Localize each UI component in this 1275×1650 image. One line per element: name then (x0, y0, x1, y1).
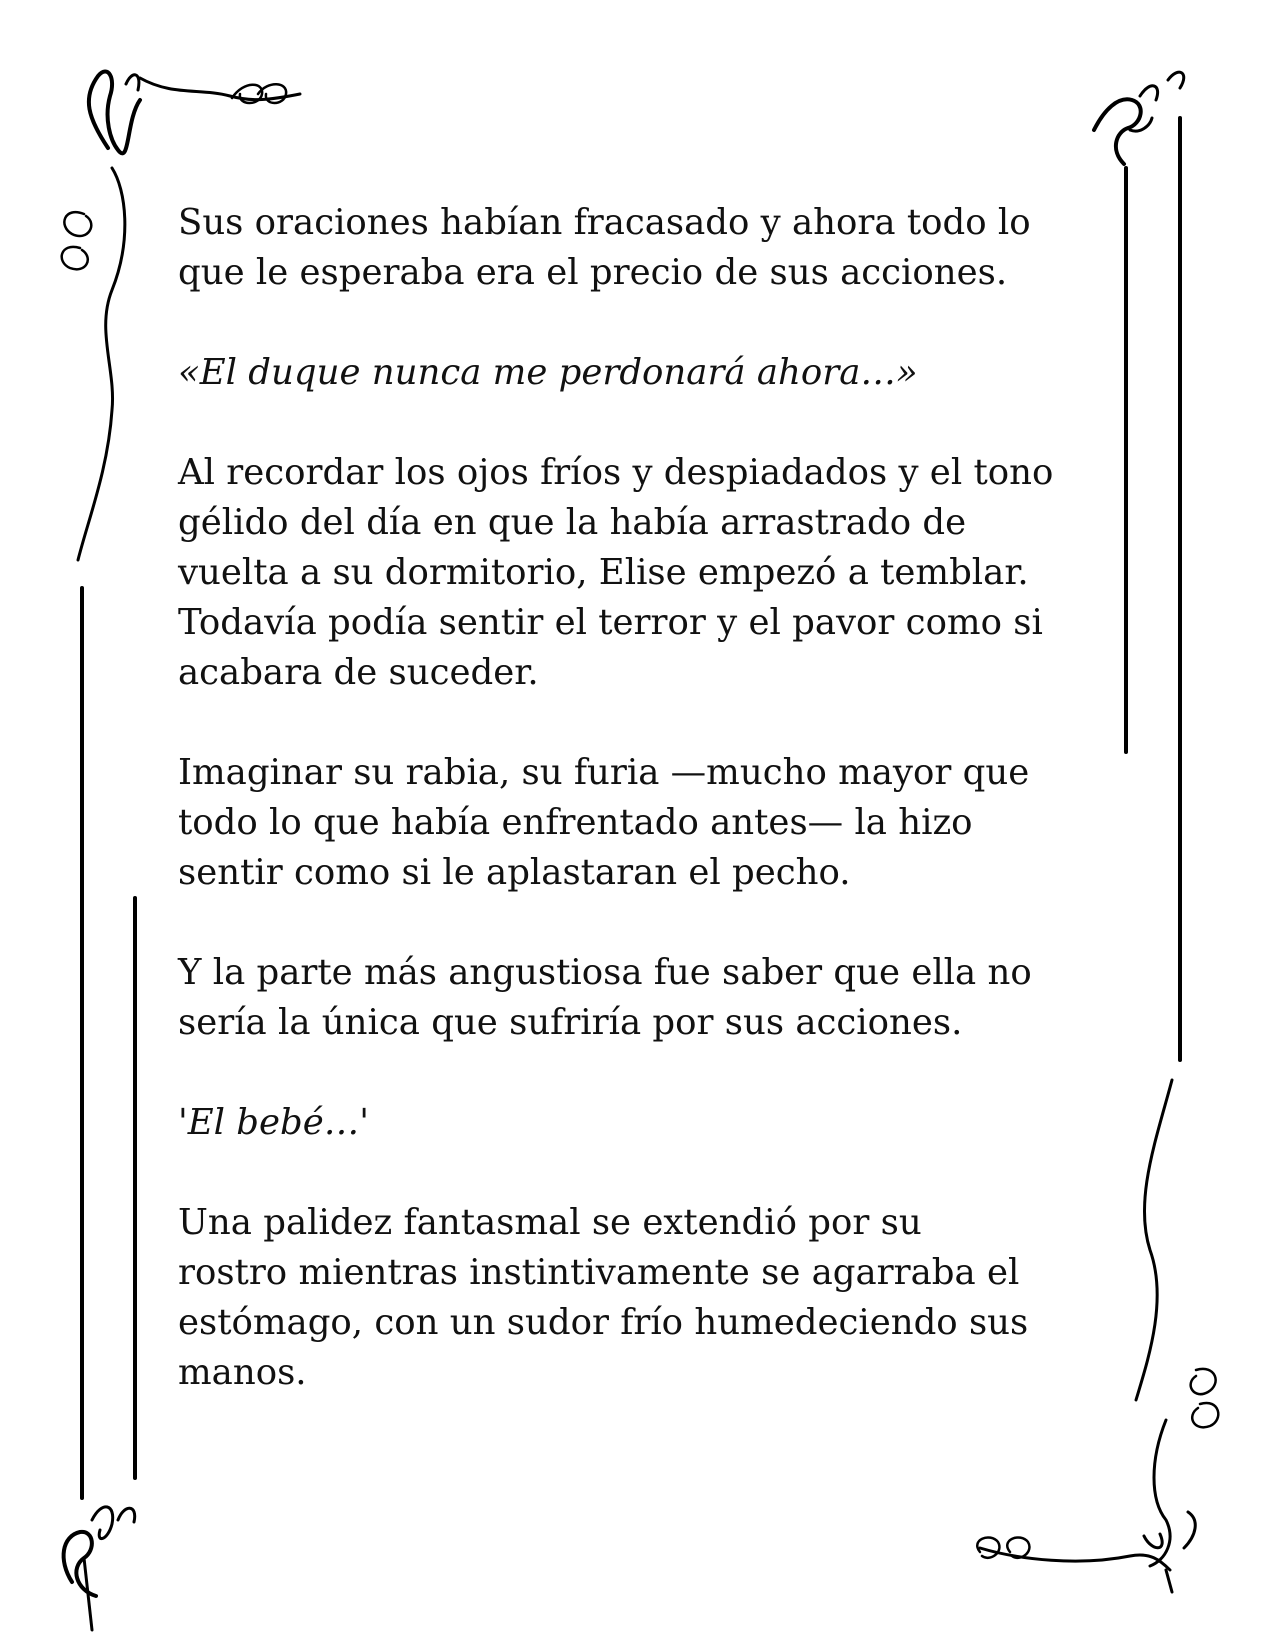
text-line: sería la única que sufriría por sus acciones. (178, 1002, 963, 1043)
text-line: sentir como si le aplastaran el pecho. (178, 852, 851, 893)
paragraph-3 (178, 448, 1108, 698)
text-line: Sus oraciones habían fracasado y ahora todo lo (178, 202, 1031, 243)
paragraph-7 (178, 1198, 1108, 1398)
text-line: Imaginar su rabia, su furia —mucho mayor que (178, 752, 1030, 793)
bottom-left-flourish (64, 1507, 135, 1630)
text-line: acabara de suceder. (178, 652, 539, 693)
text-line: manos. (178, 1352, 307, 1393)
text-line: rostro mientras instintivamente se agarraba el (178, 1252, 1020, 1293)
paragraph-4 (178, 748, 1108, 898)
text-line: Al recordar los ojos fríos y despiadados y el tono (178, 452, 1054, 493)
paragraph-2-thought (178, 348, 1108, 398)
top-right-flourish (1094, 72, 1184, 164)
text-line: 'El bebé…' (178, 1102, 370, 1143)
paragraph-6-thought (178, 1098, 1108, 1148)
text-line: Una palidez fantasmal se extendió por su (178, 1202, 922, 1243)
text-line: todo lo que había enfrentado antes— la hizo (178, 802, 973, 843)
text-line: Y la parte más angustiosa fue saber que ella no (178, 952, 1032, 993)
page-text (178, 198, 1108, 1448)
text-line: gélido del día en que la había arrastrado de (178, 502, 967, 543)
text-line: estómago, con un sudor frío humedeciendo sus (178, 1302, 1029, 1343)
paragraph-1 (178, 198, 1108, 298)
paragraph-5 (178, 948, 1108, 1048)
text-line: «El duque nunca me perdonará ahora…» (178, 352, 918, 393)
text-line: Todavía podía sentir el terror y el pavor como si (178, 602, 1043, 643)
text-line: vuelta a su dormitorio, Elise empezó a temblar. (178, 552, 1029, 593)
text-line: que le esperaba era el precio de sus acciones. (178, 252, 1008, 293)
